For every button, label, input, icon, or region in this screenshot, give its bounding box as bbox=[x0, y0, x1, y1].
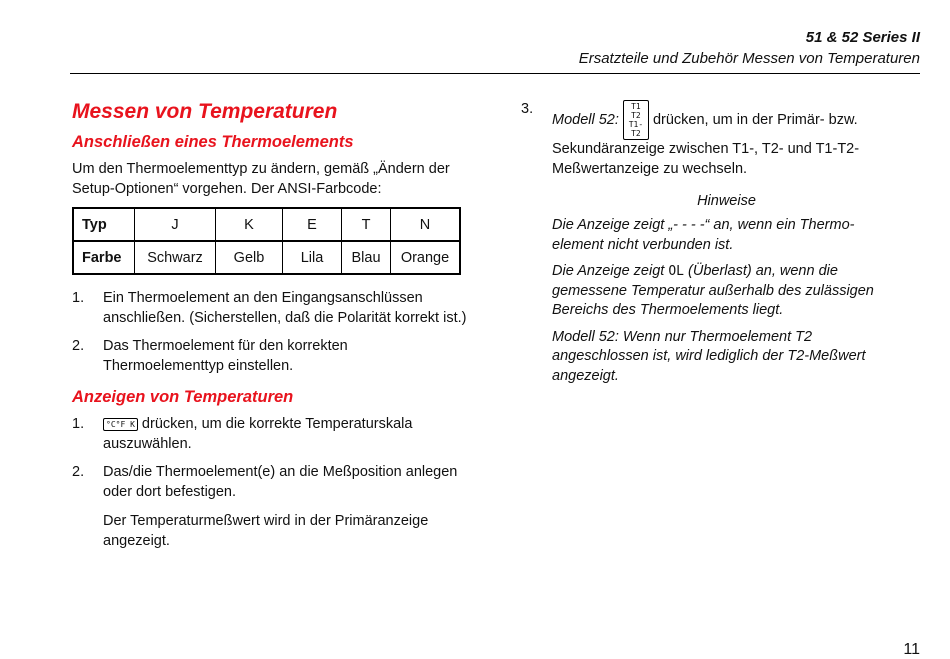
list-number: 1. bbox=[72, 290, 85, 306]
intro-paragraph: Um den Thermoelementtyp zu ändern, gemäß „Ändern der Setup-Optionen“ vorgehen. Der ANSI-Farbcode: bbox=[72, 161, 450, 197]
table-cell: Orange bbox=[391, 241, 461, 274]
table-label-type: Typ bbox=[73, 208, 135, 241]
table-row-type bbox=[73, 208, 460, 241]
header-series: 51 & 52 Series II bbox=[805, 29, 920, 46]
header-rule bbox=[70, 73, 920, 74]
notes-heading: Hinweise bbox=[697, 193, 756, 209]
list-text: drücken, um in der Primär- bzw. Sekundäranzeige zwischen T1-, T2- und T1-T2-Meßwertanzeige zu wechseln. bbox=[552, 111, 860, 177]
list-text: Das Thermoelement für den korrekten Thermoelementtyp einstellen. bbox=[103, 338, 348, 374]
list-number: 1. bbox=[72, 416, 85, 432]
list-item bbox=[72, 337, 472, 376]
table-cell: J bbox=[135, 208, 216, 241]
page-number: 11 bbox=[903, 641, 920, 658]
table-cell: Blau bbox=[342, 241, 391, 274]
list-subparagraph: Der Temperaturmeßwert wird in der Primäranzeige angezeigt. bbox=[103, 513, 429, 549]
list-text: Das/die Thermoelement(e) an die Meßposition anlegen oder dort befestigen. bbox=[103, 464, 458, 500]
list-text: Ein Thermoelement an den Eingangsanschlüssen anschließen. (Sicherstellen, daß die Polarität korrekt ist.) bbox=[103, 290, 467, 326]
list-item bbox=[72, 463, 472, 502]
list-number: 2. bbox=[72, 338, 85, 354]
list-number: 2. bbox=[72, 464, 85, 480]
key-line: T2 bbox=[631, 111, 641, 120]
table-cell: Lila bbox=[283, 241, 342, 274]
table-row-color bbox=[73, 241, 460, 274]
list-number: 3. bbox=[521, 101, 534, 117]
note-text: (Überlast) an, wenn die gemessene Temperatur außerhalb des zulässigen Bereichs des Thermoelements liegt. bbox=[552, 263, 874, 318]
note bbox=[521, 262, 901, 321]
list-text: drücken, um die korrekte Temperaturskala auszuwählen. bbox=[103, 416, 413, 452]
table-cell: N bbox=[391, 208, 461, 241]
note: Modell 52: Wenn nur Thermoelement T2 angeschlossen ist, wird lediglich der T2-Meßwert angezeigt. bbox=[552, 328, 866, 384]
table-label-color: Farbe bbox=[73, 241, 135, 274]
right-column bbox=[521, 100, 901, 393]
key-line: T1 bbox=[631, 102, 641, 111]
overload-symbol: OL bbox=[668, 264, 684, 279]
table-cell: K bbox=[216, 208, 283, 241]
table-cell: T bbox=[342, 208, 391, 241]
page-title: Messen von Temperaturen bbox=[72, 100, 338, 123]
section-heading-display: Anzeigen von Temperaturen bbox=[72, 388, 294, 406]
note: Die Anzeige zeigt „- - - -“ an, wenn ein Thermo-element nicht verbunden ist. bbox=[552, 217, 855, 253]
table-cell: E bbox=[283, 208, 342, 241]
ansi-color-table bbox=[72, 207, 461, 275]
table-cell: Schwarz bbox=[135, 241, 216, 274]
list-item bbox=[521, 100, 901, 179]
list-item bbox=[72, 415, 472, 454]
section-heading-connect: Anschließen eines Thermoelements bbox=[72, 133, 354, 151]
table-cell: Gelb bbox=[216, 241, 283, 274]
header-subtitle: Ersatzteile und Zubehör Messen von Temperaturen bbox=[578, 50, 920, 67]
note-text: Die Anzeige zeigt bbox=[552, 263, 669, 279]
model-label: Modell 52: bbox=[552, 111, 619, 128]
left-column bbox=[72, 100, 472, 551]
key-line: T1-T2 bbox=[628, 120, 644, 138]
list-item bbox=[72, 289, 472, 328]
t1-t2-key-icon bbox=[623, 100, 649, 140]
temp-scale-key-icon: °C°F K bbox=[103, 418, 138, 431]
